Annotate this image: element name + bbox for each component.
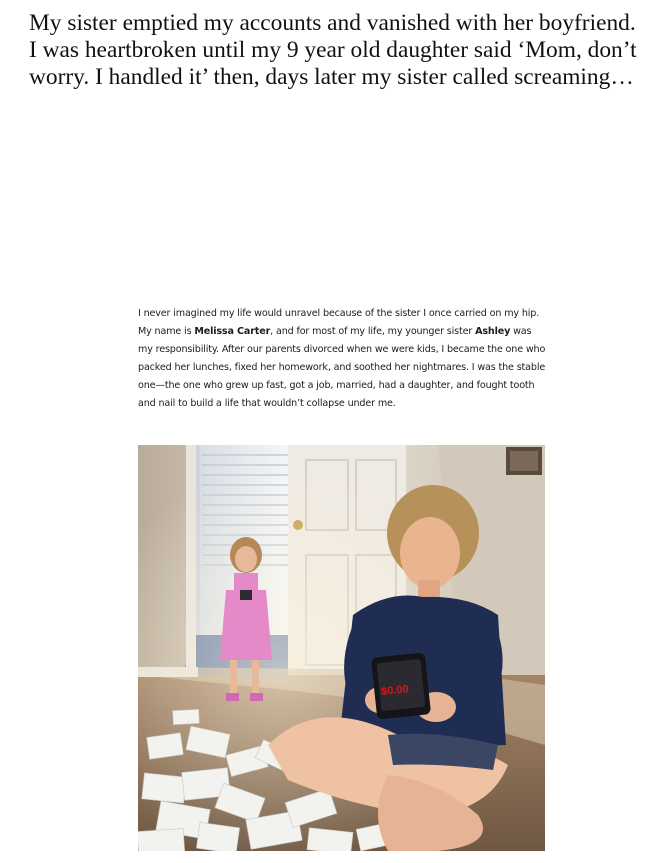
intro-text-end: was my responsibility. After our parents divorced when we were kids, I became the one who packed her lunches, fixed her homework, and soothed her nightmares. I was the stable one—the one who grew up fast, got a job, married, had a daughter, and fought tooth and nail to build a life that wouldn’t collapse under me. — [138, 326, 546, 409]
sister-name: Ashley — [475, 326, 511, 337]
phone-balance-text: $0.00 — [380, 683, 410, 699]
article-body — [138, 305, 548, 413]
intro-text-start: I never imagined my life would unravel because of the sister I once carried on my hip. My name is — [138, 308, 540, 337]
protagonist-name: Melissa Carter — [194, 326, 271, 337]
headline: My sister emptied my accounts and vanished with her boyfriend. I was heartbroken until my 9 year old daughter said ‘Mom, don’t worry. I handled it’ then, days later my sister called screaming… — [29, 10, 637, 90]
article-photo — [138, 445, 545, 851]
photo-illustration — [138, 445, 545, 851]
intro-text-middle: , and for most of my life, my younger sister — [270, 326, 476, 337]
intro-paragraph — [138, 305, 548, 413]
